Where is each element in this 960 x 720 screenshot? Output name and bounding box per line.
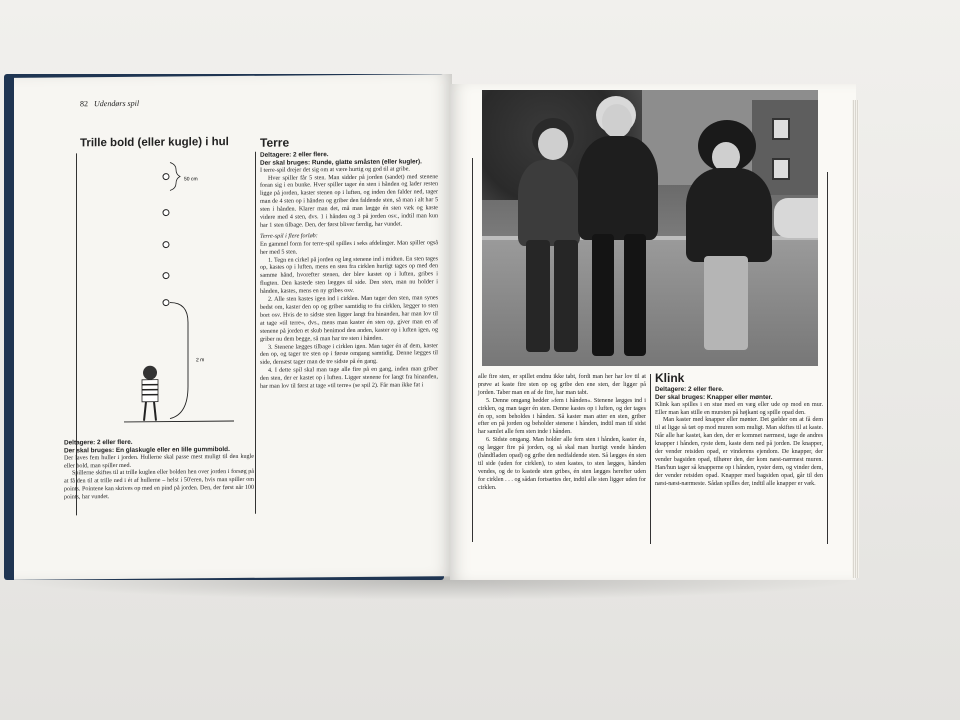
column-rule-right-outer — [472, 158, 473, 542]
photo-car — [774, 198, 818, 238]
photo-window — [772, 118, 790, 140]
game2-paragraph: En gammel form for terre-spil spilles i seks afdelinger. Man spiller også her med 5 sten. — [260, 239, 438, 256]
game2-paragraph: 4. I dette spil skal man tage alle fire på en gang, inden man griber den sten, der er kastet op i luften. Ligger stenene for langt fra hinanden, har man lov til først at tage »til terre« (se spil 2). Får man ikke fat i — [260, 366, 438, 390]
running-head-text: Udendørs spil — [94, 98, 140, 109]
hole-circle — [163, 210, 169, 216]
right-page — [450, 84, 856, 580]
child-body — [142, 380, 158, 402]
game3-text — [655, 386, 823, 489]
photo-three-children — [482, 90, 818, 366]
page-stack-edge — [852, 100, 859, 578]
game2-paragraph: Hver spiller får 5 sten. Man sidder på jorden (sandet) med stenene foran sig i en bunke. Hver spiller tager én sten i hånden og lader resten ligge på jorden, kaster stenen op i luften, og inden den falder ned, tager man de 4 sten op i hånden og griber den faldende sten, så man i alt har 5 sten i hånden. Klarer man det, må man lægge én sten væk og kaste videre med 4 sten, dvs. 1 i hånden og 3 på jorden osv., indtil man kun har 1 sten tilbage. Den, der først bliver færdig, har vundet. — [260, 173, 438, 229]
game1-text — [64, 438, 254, 503]
brace-large — [170, 302, 188, 418]
game2-participants: Deltagere: 2 eller flere. — [260, 151, 329, 159]
game3-title: Klink — [655, 371, 685, 385]
hole-circle — [163, 242, 169, 248]
hole-circles — [163, 174, 169, 306]
game2-title: Terre — [260, 135, 290, 150]
game1-paragraph: Spillerne skiftes til at trille kuglen eller bolden hen over jorden i forsøg på at få den til at trille ned i ét af hullerne – helst i 50'eren, hvis man spiller om points. Pointene kan skrives op med en pind på jorden. Den, der først når 100 points, har vundet. — [64, 469, 254, 501]
game3-paragraph: Man kaster med knapper eller mønter. Det gælder om at få dem til at ligge så tæt op mod muren som muligt. Man skiftes til at kaste. Når alle har kastet, kan den, der er kommet nærmest, tage de andres knapper i hånden, ryste dem, kaste dem ned på jorden. De knapper, der vender retsiden opad, er vinderens ejendom. De knapper, der vender bagsiden opad, tilhører den, der kom næst-nærmest muren. Han/hun tager så knapperne op i hånden, ryster dem, og vinder dem, der vender retsiden opad. Knapper med bagsiden opad, går til den næst-næst-nærmeste. Sådan spilles der, indtil alle knapper er væk. — [655, 417, 823, 487]
diagram-label-top: 50 cm — [184, 176, 198, 183]
page-number: 82 — [80, 99, 88, 109]
child1-body — [518, 160, 580, 246]
column-rule-mid — [255, 152, 256, 514]
ground-line — [124, 421, 234, 422]
game3-paragraph: Klink kan spilles i en stue med en væg eller ude op mod en mur. Eller man kan stille en mursten på højkant og spille opad den. — [655, 401, 823, 416]
game3-equipment: Der skal bruges: Knapper eller mønter. — [655, 393, 773, 401]
game2-paragraph: 1. Tegn en cirkel på jorden og læg stenene ind i midten. En sten tages op, kastes op i luften, mens en sten fra cirklen hurtigt tages op med den samme hånd, hvorefter stenen, der blev kastet op i luften, gribes i flugten. Den kastede sten lægges til side. Den sten, man nu holder i hånden, kastes, mens en ny gribes osv. — [260, 255, 438, 295]
game2-paragraph: 2. Alle sten kastes igen ind i cirklen. Man tager den sten, man synes bedst om, kaster den op og griber samtidig to fra cirklen, lægger to sten bort osv. Hvis de to sidste sten ligger langt fra hinanden, har man lov til at tage »til terre«, dvs., mens man kaster én sten op, giver man en af stenene på jorden et skub henimod den anden, kaster op i luften igen, og griber nu dem begge, så man har tre sten i hånden. — [260, 295, 438, 343]
hole-circle — [163, 174, 169, 180]
brace-small — [170, 162, 180, 190]
child2-leg — [624, 234, 646, 356]
game2-subhead: Terre-spil i flere forløb: — [260, 233, 318, 240]
game2-equipment: Der skal bruges: Runde, glatte småsten (eller kugler). — [260, 158, 422, 167]
game1-equipment: Der skal bruges: En glaskugle eller en lille gummibold. — [64, 445, 230, 455]
game2-paragraph: 3. Stenene lægges tilbage i cirklen igen. Man tager én af dem, kaster den op, og tager tre sten op i første omgang samtidig. Denne lægges til side, dernæst tager man de tre sidste på én gang. — [260, 342, 438, 367]
photo-window — [772, 158, 790, 180]
game2-text — [260, 150, 438, 392]
left-page — [14, 74, 452, 580]
child2-leg — [592, 234, 614, 356]
diagram-label-mid: 2 m — [196, 357, 205, 364]
child-head — [143, 366, 157, 380]
continued-paragraph: 6. Sidste omgang. Man holder alle fem sten i hånden, kaster én, og lægger fire på jorden, og så skal man hurtigt vende hånden (håndfladen opad) og gribe den nedfaldende sten. Så lægges én sten til side (uden for cirklen), to sten kastes, to sten lægges, hånden vendes, og de to kastede sten gribes, én sten lægges herefter uden for cirklen . . . og sådan fortsættes der, indtil alle sten ligger uden for cirklen. — [478, 437, 646, 491]
child1-leg — [526, 240, 550, 352]
continued-paragraph: 5. Denne omgang hedder »fem i hånden«. Stenene lægges ind i cirklen, og man tager én sten. Denne kastes op i luften, og der tages én op, som beholdes i hånden. Så kaster man atter en sten, griber efter en på jorden og beholder stenene i hånden, indtil man til sidst har samlet alle fem sten inde i hånden. — [478, 397, 646, 436]
child2-body — [578, 136, 658, 240]
game1-title: Trille bold (eller kugle) i hul — [80, 136, 229, 150]
child3-legs — [704, 256, 748, 350]
game1-paragraph: Der laves fem huller i jorden. Hullerne skal passe mest muligt til den kugle eller bold, man spiller med. — [64, 453, 254, 469]
column-rule-right-mid — [650, 374, 651, 544]
running-head — [80, 99, 139, 109]
continued-paragraph: alle fire sten, er spillet endnu ikke tabt, fordi man her har lov til at prøve at kaste fire sten op og gribe den ene sten, der ligger på jorden. Taber man en af de fire, har man tabt. — [478, 374, 646, 396]
column-rule-right-edge — [827, 172, 828, 544]
game2-paragraph: I terre-spil drejer det sig om at være hurtig og god til at gribe. — [260, 166, 410, 174]
hole-diagram — [84, 156, 254, 437]
hole-circle — [163, 300, 169, 306]
game1-participants: Deltagere: 2 eller flere. — [64, 438, 133, 447]
child1-face — [538, 128, 568, 160]
hole-circle — [163, 273, 169, 279]
child-figure — [142, 366, 158, 421]
game3-participants: Deltagere: 2 eller flere. — [655, 386, 724, 393]
child1-leg — [554, 240, 578, 352]
child3-body — [686, 168, 772, 262]
terre-continued-text — [478, 374, 646, 493]
child2-face — [602, 104, 632, 138]
